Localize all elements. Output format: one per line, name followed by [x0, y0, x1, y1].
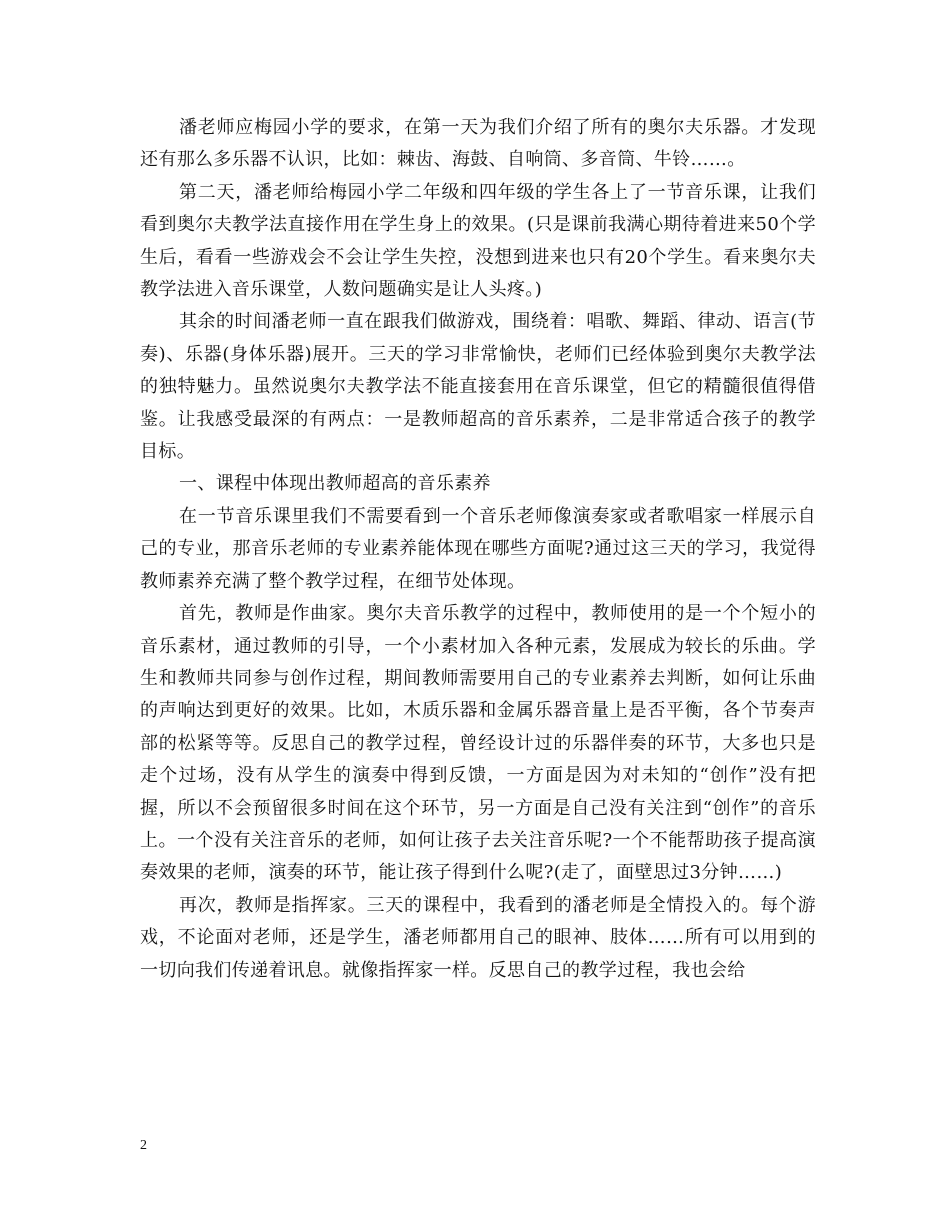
paragraph-teacher-as-composer: 首先，教师是作曲家。奥尔夫音乐教学的过程中，教师使用的是一个个短小的音乐素材，通过教师的引导，一个小素材加入各种元素，发展成为较长的乐曲。学生和教师共同参与创作过程，期间教师需要用自己的专业素养去判断，如何让乐曲的声响达到更好的效果。比如，木质乐器和金属乐器音量上是否平衡，各个节奏声部的松紧等等。反思自己的教学过程，曾经设计过的乐器伴奏的环节，大多也只是走个过场，没有从学生的演奏中得到反馈，一方面是因为对未知的“创作”没有把握，所以不会预留很多时间在这个环节，另一方面是自己没有关注到“创作”的音乐上。一个没有关注音乐的老师，如何让孩子去关注音乐呢?一个不能帮助孩子提高演奏效果的老师，演奏的环节，能让孩子得到什么呢?(走了，面壁思过3分钟……) [140, 603, 816, 884]
paragraph-teacher-as-conductor: 再次，教师是指挥家。三天的课程中，我看到的潘老师是全情投入的。每个游戏，不论面对老师，还是学生，潘老师都用自己的眼神、肢体……所有可以用到的一切向我们传递着讯息。就像指挥家一样。反思自己的教学过程，我也会给 [140, 894, 816, 981]
page-number: 2 [140, 1138, 147, 1153]
paragraph-second-day-lessons: 第二天，潘老师给梅园小学二年级和四年级的学生各上了一节音乐课，让我们看到奥尔夫教学法直接作用在学生身上的效果。(只是课前我满心期待着进来50个学生后，看看一些游戏会不会让学生失控，没想到进来也只有20个学生。看来奥尔夫教学法进入音乐课堂，人数问题确实是让人头疼。) [140, 181, 816, 301]
paragraph-teacher-professionalism: 在一节音乐课里我们不需要看到一个音乐老师像演奏家或者歌唱家一样展示自己的专业，那音乐老师的专业素养能体现在哪些方面呢?通过这三天的学习，我觉得教师素养充满了整个教学过程，在细节处体现。 [140, 505, 816, 592]
body-text [140, 112, 816, 987]
paragraph-orff-instruments-intro: 潘老师应梅园小学的要求，在第一天为我们介绍了所有的奥尔夫乐器。才发现还有那么多乐器不认识，比如：棘齿、海鼓、自响筒、多音筒、牛铃……。 [140, 117, 816, 171]
section-heading-teacher-musicianship: 一、课程中体现出教师超高的音乐素养 [179, 473, 491, 495]
paragraph-games-and-takeaways: 其余的时间潘老师一直在跟我们做游戏，围绕着：唱歌、舞蹈、律动、语言(节奏)、乐器(身体乐器)展开。三天的学习非常愉快，老师们已经体验到奥尔夫教学法的独特魅力。虽然说奥尔夫教学法不能直接套用在音乐课堂，但它的精髓很值得借鉴。让我感受最深的有两点：一是教师超高的音乐素养，二是非常适合孩子的教学目标。 [140, 311, 816, 463]
